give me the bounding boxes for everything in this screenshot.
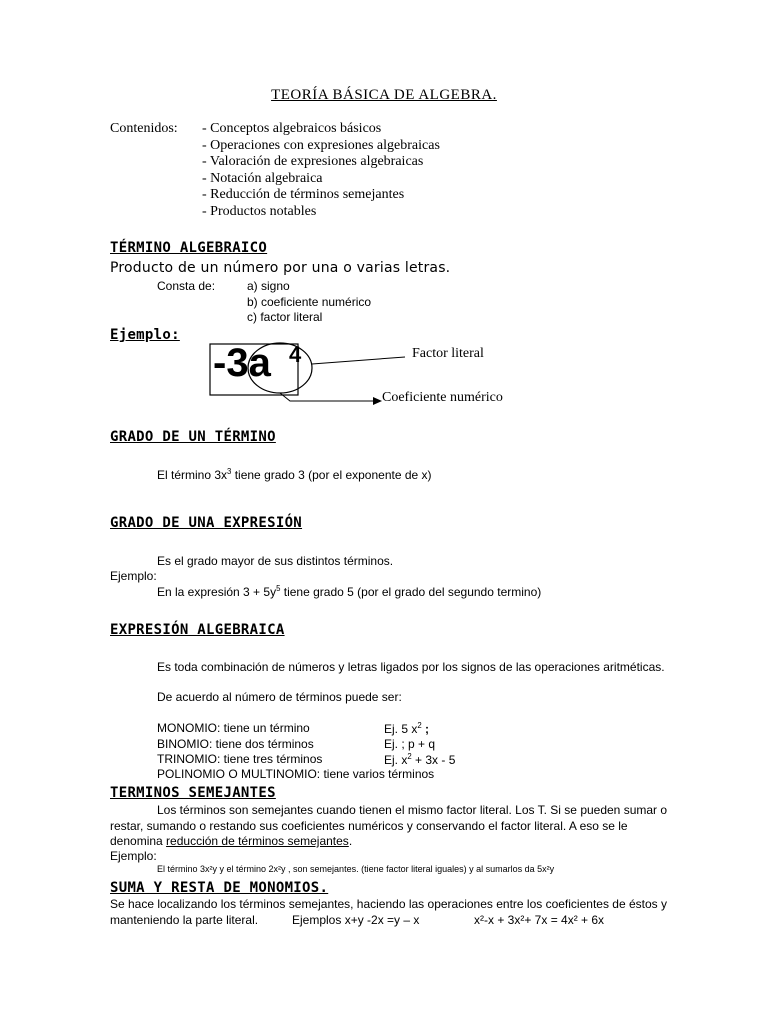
parts-list (247, 279, 371, 326)
expresion-line1: Es toda combinación de números y letras ligados por los signos de las operaciones aritméticas. (157, 660, 665, 674)
monomio-label: MONOMIO: tiene un término (157, 721, 310, 735)
expresion-line2: De acuerdo al número de términos puede ser: (157, 690, 402, 704)
superscript: 3 (227, 467, 232, 476)
arrow-head (373, 397, 382, 405)
contents-item: - Valoración de expresiones algebraicas (202, 154, 424, 170)
section-heading-expresion: EXPRESIÓN ALGEBRAICA (110, 622, 285, 638)
factor-literal-label: Factor literal (412, 346, 484, 361)
contents-label: Contenidos: (110, 121, 178, 136)
part-item: b) coeficiente numérico (247, 294, 372, 309)
text: tiene grado 5 (por el grado del segundo termino) (280, 585, 542, 599)
suma-example-label: Ejemplos x+y -2x =y – x (292, 913, 420, 927)
suma-line2: manteniendo la parte literal. (110, 913, 259, 927)
section-heading-grado-expresion: GRADO DE UNA EXPRESIÓN (110, 515, 303, 531)
polinomio-label: POLINOMIO O MULTINOMIO: tiene varios términos (157, 767, 435, 781)
text: El término 3x (157, 468, 228, 482)
superscript: 2 (417, 721, 422, 730)
semejantes-ejemplo: Ejemplo: (110, 849, 157, 863)
contents-item: - Conceptos algebraicos básicos (202, 121, 382, 136)
contents-item: - Notación algebraica (202, 170, 323, 186)
coef-line (280, 393, 375, 401)
semejantes-line1: Los términos son semejantes cuando tienen el mismo factor literal. Los T. Si se pueden sumar o (157, 803, 668, 817)
section-heading-grado-termino: GRADO DE UN TÉRMINO (110, 429, 276, 445)
binomio-example: Ej. ; p + q (384, 737, 436, 751)
coeficiente-label: Coeficiente numérico (382, 390, 503, 405)
example-label: Ejemplo: (110, 327, 180, 343)
section-heading-termino: TÉRMINO ALGEBRAICO (110, 240, 268, 256)
suma-formula: x²-x + 3x²+ 7x = 4x² + 6x (474, 913, 605, 927)
contents-item: - Operaciones con expresiones algebraicas (202, 137, 440, 153)
superscript: 5 (276, 584, 281, 593)
section-heading-suma: SUMA Y RESTA DE MONOMIOS. (110, 880, 329, 896)
trinomio-label: TRINOMIO: tiene tres términos (157, 752, 323, 766)
grado-expresion-example (157, 584, 541, 599)
part-item: a) signo (247, 279, 290, 293)
binomio-label: BINOMIO: tiene dos términos (157, 737, 314, 751)
text: + 3x - 5 (411, 753, 456, 767)
part-item: c) factor literal (247, 310, 323, 324)
text: denomina (110, 834, 167, 848)
termino-definition: Producto de un número por una o varias letras. (110, 260, 451, 276)
page-title: TEORÍA BÁSICA DE ALGEBRA. (271, 87, 497, 103)
grado-expresion-line1: Es el grado mayor de sus distintos términos. (157, 554, 394, 568)
underlined-term: reducción de términos semejantes (166, 834, 349, 848)
example-term (213, 341, 271, 386)
superscript: 2 (407, 752, 412, 761)
monomio-example (384, 721, 429, 736)
contents-list (202, 121, 440, 221)
text: Ej. x (384, 753, 408, 767)
factor-literal-line (312, 357, 405, 364)
text: . (348, 834, 353, 848)
ejemplo-label: Ejemplo: (110, 569, 157, 583)
example-var: a (248, 341, 271, 385)
text: tiene grado 3 (por el exponente de x) (231, 468, 432, 482)
example-coef: -3 (213, 341, 249, 385)
semejantes-line2: restar, sumando o restando sus coeficientes numéricos y conservando el factor literal. A eso se le (110, 819, 628, 833)
example-exponent: 4 (289, 342, 302, 367)
semejantes-line3 (110, 834, 352, 848)
contents-item: - Productos notables (202, 203, 317, 219)
consta-label: Consta de: (157, 279, 216, 293)
text: En la expresión 3 + 5y (157, 585, 277, 599)
suma-line1: Se hace localizando los términos semejantes, haciendo las operaciones entre los coeficientes de éstos y (110, 897, 667, 911)
text: ; (421, 722, 430, 736)
section-heading-semejantes: TERMINOS SEMEJANTES (110, 785, 276, 801)
contents-item: - Reducción de términos semejantes (202, 187, 405, 203)
grado-termino-text (157, 467, 432, 482)
text: Ej. 5 x (384, 722, 418, 736)
trinomio-example (384, 752, 455, 767)
semejantes-small-example: El término 3x²y y el término 2x²y , son semejantes. (tiene factor literal iguales) y al sumarlos da 5x²y (157, 864, 555, 874)
